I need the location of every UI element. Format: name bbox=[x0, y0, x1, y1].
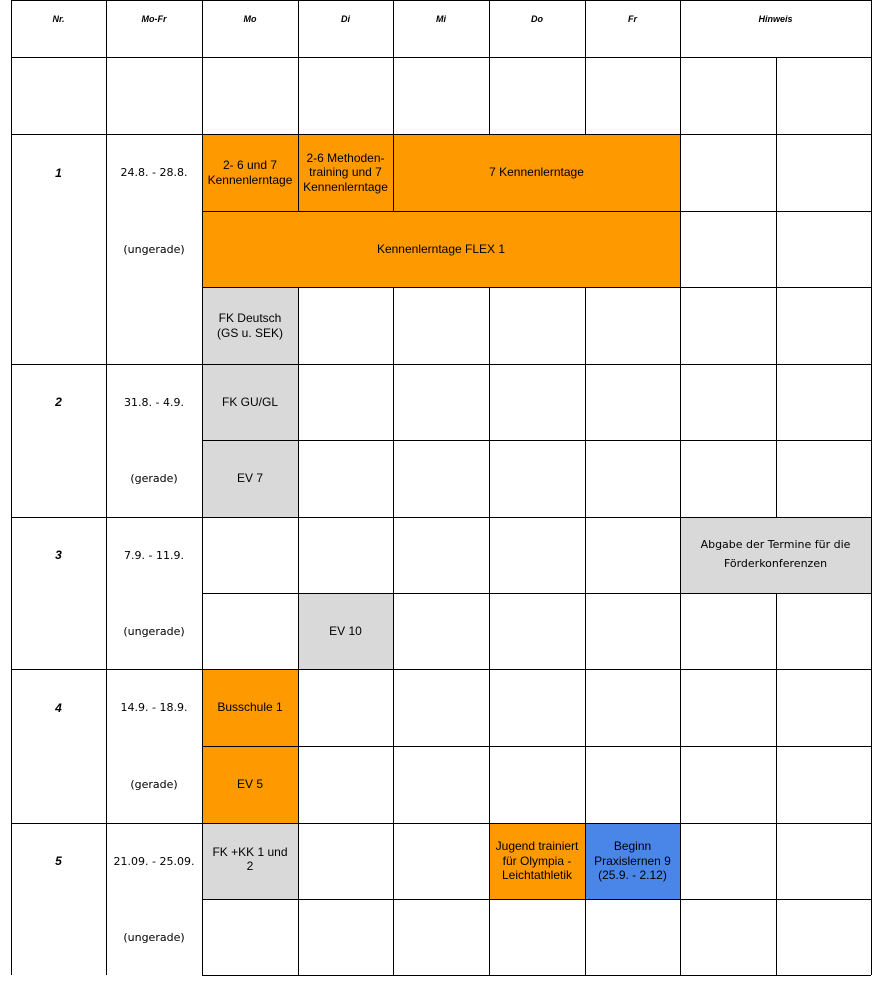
week-dates: 14.9. - 18.9. bbox=[120, 701, 188, 714]
event-text: 2- 6 und 7 Kennenlerntage bbox=[207, 158, 293, 187]
week-parity: (ungerade) bbox=[123, 242, 185, 256]
header-fr: Fr bbox=[628, 14, 637, 24]
header-hinweis: Hinweis bbox=[758, 14, 793, 24]
event-text: EV 7 bbox=[236, 471, 263, 486]
week-number: 1 bbox=[55, 165, 62, 180]
event-w1-flex bbox=[202, 211, 680, 287]
event-w1-mi-fr bbox=[393, 134, 680, 211]
week-number: 3 bbox=[55, 548, 62, 562]
header-mo: Mo bbox=[243, 14, 257, 24]
event-w1-fk-deutsch bbox=[202, 287, 298, 364]
event-w1-di bbox=[298, 134, 393, 211]
week-dates: 24.8. - 28.8. bbox=[120, 166, 188, 179]
header-do: Do bbox=[531, 14, 543, 24]
event-w3-ev10 bbox=[298, 593, 393, 669]
header-mi: Mi bbox=[436, 14, 446, 24]
event-w4-ev5 bbox=[202, 746, 298, 823]
header-mo-fr: Mo-Fr bbox=[141, 14, 167, 24]
week-parity: (gerade) bbox=[130, 472, 178, 485]
event-text: Jugend trainiert für Olympia - Leichtathletik bbox=[495, 839, 579, 883]
event-text: Kennenlerntage FLEX 1 bbox=[376, 241, 506, 256]
event-text: FK GU/GL bbox=[221, 394, 278, 409]
event-w5-praxis bbox=[585, 823, 680, 899]
event-text: FK +KK 1 und 2 bbox=[212, 845, 288, 874]
event-w4-busschule bbox=[202, 669, 298, 746]
event-text: EV 10 bbox=[329, 623, 362, 638]
week-number: 2 bbox=[55, 395, 62, 409]
event-text: Busschule 1 bbox=[217, 700, 283, 715]
event-w1-mo bbox=[202, 134, 298, 211]
week-parity: (ungerade) bbox=[123, 930, 185, 944]
week-parity: (gerade) bbox=[130, 778, 178, 791]
note-w3-abgabe bbox=[680, 517, 871, 593]
week-dates: 7.9. - 11.9. bbox=[124, 548, 184, 562]
event-w2-ev7 bbox=[202, 440, 298, 517]
week-dates: 21.09. - 25.09. bbox=[113, 854, 195, 868]
event-text: Beginn Praxislernen 9 (25.9. - 2.12) bbox=[594, 839, 671, 883]
event-text: 2-6 Methoden-training und 7 Kennenlerntage bbox=[303, 150, 388, 194]
event-w2-fk-gugl bbox=[202, 364, 298, 440]
week-number: 4 bbox=[55, 700, 62, 715]
note-text: Abgabe der Termine für die Förderkonferenzen bbox=[700, 538, 851, 570]
event-text: 7 Kennenlerntage bbox=[489, 165, 584, 180]
event-w5-fk-kk bbox=[202, 823, 298, 899]
week-dates: 31.8. - 4.9. bbox=[124, 395, 184, 409]
event-text: EV 5 bbox=[236, 777, 263, 792]
event-w5-olympia bbox=[489, 823, 585, 899]
week-parity: (ungerade) bbox=[123, 624, 185, 638]
header-nr: Nr. bbox=[52, 14, 65, 24]
event-text: FK Deutsch (GS u. SEK) bbox=[216, 311, 284, 340]
week-number: 5 bbox=[55, 854, 62, 868]
header-di: Di bbox=[341, 14, 350, 24]
